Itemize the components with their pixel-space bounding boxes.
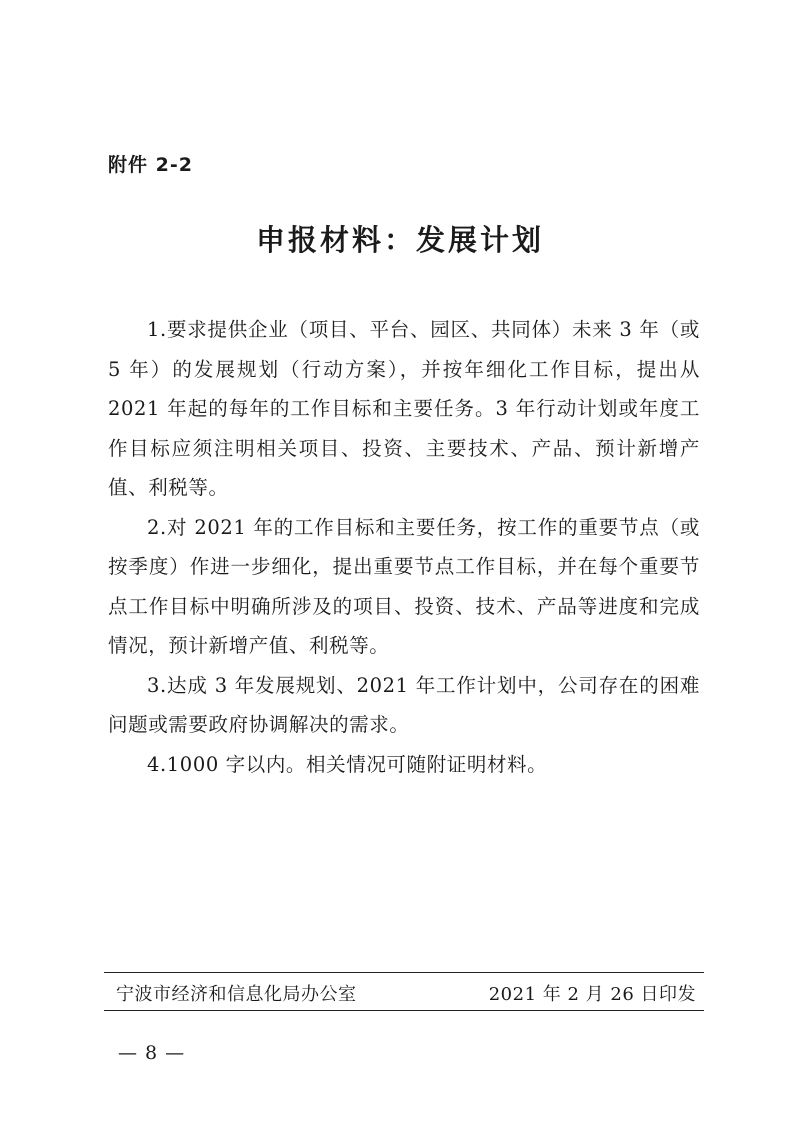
footer-divider-bottom bbox=[104, 1010, 704, 1011]
paragraph-1: 1.要求提供企业（项目、平台、园区、共同体）未来 3 年（或 5 年）的发展规划（行动方案），并按年细化工作目标，提出从 2021 年起的每年的工作目标和主要任务。3 年行动计划或年度工作目标应须注明相关项目、投资、主要技术、产品、预计新增产值、利税等。 bbox=[108, 318, 700, 499]
issuing-office: 宁波市经济和信息化局办公室 bbox=[116, 984, 357, 1005]
issue-date: 2021 年 2 月 26 日印发 bbox=[488, 984, 696, 1005]
paragraph-2: 2.对 2021 年的工作目标和主要任务，按工作的重要节点（或按季度）作进一步细化，提出重要节点工作目标，并在每个重要节点工作目标中明确所涉及的项目、投资、技术、产品等进度和完成情况，预计新增产值、利税等。 bbox=[108, 515, 700, 657]
page-number: — 8 — bbox=[118, 1042, 186, 1064]
document-title: 申报材料：发展计划 bbox=[255, 223, 544, 257]
document-body bbox=[108, 310, 700, 784]
footer-divider-top bbox=[104, 972, 704, 973]
paragraph-4: 4.1000 字以内。相关情况可随附证明材料。 bbox=[147, 752, 548, 776]
paragraph-3: 3.达成 3 年发展规划、2021 年工作计划中，公司存在的困难问题或需要政府协调解决的需求。 bbox=[108, 673, 700, 736]
attachment-label: 附件 2-2 bbox=[108, 154, 193, 176]
